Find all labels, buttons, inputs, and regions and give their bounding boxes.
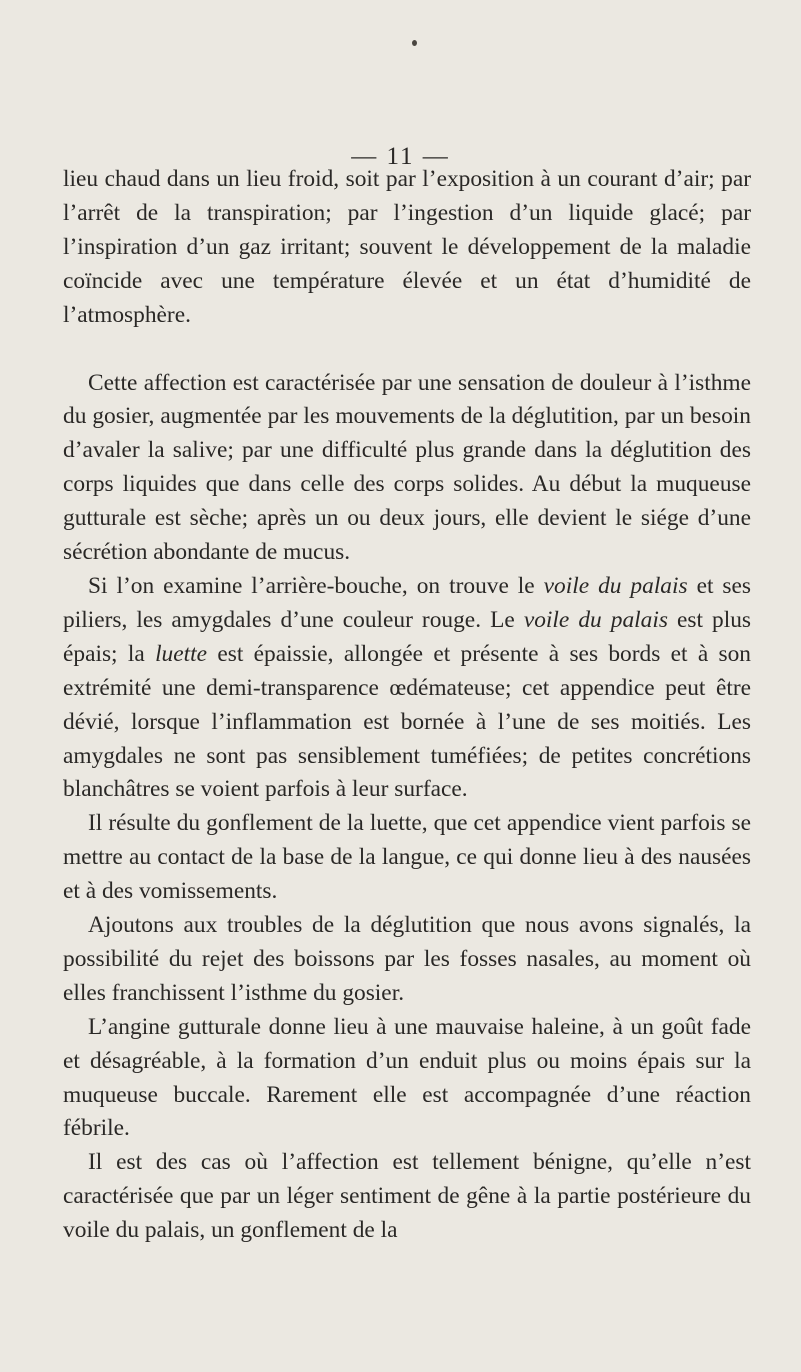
italic-term: voile du palais — [543, 572, 688, 599]
page-number: — 11 — — [351, 143, 450, 170]
text-run: et ses piliers, les amygdales d’une couleur rouge. Le — [63, 572, 751, 633]
text-run: est épaissie, allongée et présente à ses bords et à son extrémité une demi-transparence œdémateuse; cet appendice peut être dévié, lorsque l’inflammation est bornée à l’une de ses moitiés. Les amygdales ne sont pas sensiblement tuméfiées; de petites concrétions blanchâtres se voient parfois à leur surface. — [63, 640, 751, 803]
text-run: Il est des cas où l’affection est tellement bénigne, qu’elle n’est caractérisée que par un léger sentiment de gêne à la partie postérieure du voile du palais, un gonflement de la — [63, 1149, 751, 1244]
text-run: Cette affection est caractérisée par une sensation de douleur à l’isthme du gosier, augmentée par les mouvements de la déglutition, par un besoin d’avaler la salive; par une difficulté plus grande dans la déglutition des corps liquides que dans celle des corps solides. Au début la muqueuse gutturale est sèche; après un ou deux jours, elle devient le siége d’une sécrétion abondante de mucus. — [63, 369, 751, 566]
paragraph-3 — [63, 570, 751, 807]
paragraph-1 — [63, 163, 751, 333]
paragraph-6 — [63, 1011, 751, 1147]
text-run: Si l’on examine l’arrière-bouche, on trouve le — [88, 572, 544, 599]
text-run: Ajoutons aux troubles de la déglutition que nous avons signalés, la possibilité du rejet des boissons par les fosses nasales, au moment où elles franchissent l’isthme du gosier. — [63, 912, 751, 1006]
text-run: lieu chaud dans un lieu froid, soit par l’exposition à un courant d’air; par l’arrêt de la transpiration; par l’ingestion d’un liquide glacé; par l’inspiration d’un gaz irritant; souvent le développement de la maladie coïncide avec une température élevée et un état d’humidité de l’atmosphère. — [63, 166, 751, 328]
body-text — [63, 163, 751, 1248]
text-run: est plus épais; la — [63, 606, 752, 667]
paragraph-2 — [63, 367, 751, 570]
text-run: L’angine gutturale donne lieu à une mauvaise haleine, à un goût fade et désagréable, à la formation d’un enduit plus ou moins épais sur la muqueuse buccale. Rarement elle est accompagnée d’une réaction fébrile. — [63, 1013, 751, 1142]
paragraph-7 — [63, 1146, 751, 1248]
text-run: Il résulte du gonflement de la luette, que cet appendice vient parfois se mettre au contact de la base de la langue, ce qui donne lieu à des nausées et à des vomissements. — [63, 810, 751, 905]
italic-term: voile du palais — [523, 606, 668, 633]
italic-term: luette — [155, 640, 208, 667]
paragraph-4 — [63, 807, 751, 909]
paragraph-5 — [63, 909, 751, 1011]
ink-spot — [412, 40, 417, 46]
